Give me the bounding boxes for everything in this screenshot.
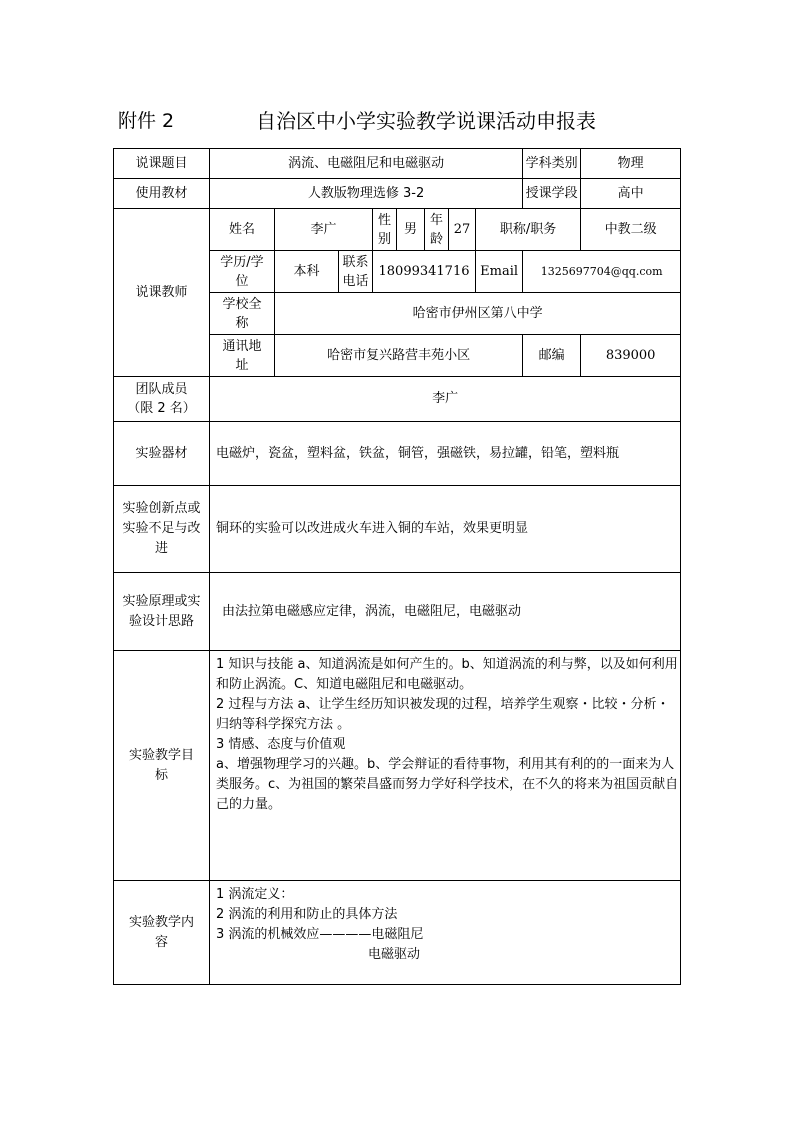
- education-label: 学历/学位: [210, 251, 275, 293]
- page-header: [0, 104, 794, 138]
- principle-value: 由法拉第电磁感应定律，涡流，电磁阻尼，电磁驱动: [210, 573, 681, 651]
- objective-line-4: a、增强物理学习的兴趣。b、学会辩证的看待事物，利用其有利的的一面来为人类服务。c、为祖国的繁荣昌盛而努力学好科学技术，在不久的将来为祖国贡献自己的力量。: [216, 757, 679, 812]
- attachment-label: 附件 2: [118, 110, 175, 132]
- teaching-stage-label: 授课学段: [523, 179, 581, 209]
- gender-value: 男: [397, 209, 425, 251]
- postcode-label: 邮编: [523, 335, 581, 377]
- address-value: 哈密市复兴路营丰苑小区: [275, 335, 523, 377]
- objective-line-3: 3 情感、态度与价值观: [216, 737, 346, 752]
- content-row: [114, 881, 681, 985]
- principle-row: [114, 573, 681, 651]
- name-value: 李广: [275, 209, 373, 251]
- content-line-2: 2 涡流的利用和防止的具体方法: [216, 907, 398, 922]
- phone-label: 联系电话: [339, 251, 373, 293]
- objective-line-2: 2 过程与方法 a、让学生经历知识被发现的过程，培养学生观察・比较・分析・ 归纳等科学探究方法 。: [216, 697, 670, 732]
- subject-category-value: 物理: [581, 149, 681, 179]
- team-label: 团队成员（限 2 名）: [114, 377, 210, 422]
- subject-category-label: 学科类别: [523, 149, 581, 179]
- topic-value: 涡流、电磁阻尼和电磁驱动: [210, 149, 523, 179]
- objectives-label: 实验教学目标: [114, 651, 210, 881]
- textbook-row: [114, 179, 681, 209]
- content-line-1: 1 涡流定义：: [216, 887, 294, 902]
- topic-row: [114, 149, 681, 179]
- objectives-row: [114, 651, 681, 881]
- content-value: [210, 881, 681, 985]
- school-value: 哈密市伊州区第八中学: [275, 293, 681, 335]
- content-line-4: 电磁驱动: [368, 947, 421, 962]
- school-label: 学校全称: [210, 293, 275, 335]
- phone-value: 18099341716: [373, 251, 476, 293]
- equipment-value: 电磁炉，瓷盆，塑料盆，铁盆，铜管，强磁铁，易拉罐，铅笔，塑料瓶: [210, 422, 681, 486]
- objective-line-1: 1 知识与技能 a、知道涡流是如何产生的。b、知道涡流的利与弊，以及如何利用和防止涡流。C、知道电磁阻尼和电磁驱动。: [216, 657, 678, 692]
- gender-label: 性别: [373, 209, 397, 251]
- postcode-value: 839000: [581, 335, 681, 377]
- innovation-value: 铜环的实验可以改进成火车进入铜的车站，效果更明显: [210, 486, 681, 573]
- team-row: [114, 377, 681, 422]
- textbook-value: 人教版物理选修 3-2: [210, 179, 523, 209]
- teacher-row-1: [114, 209, 681, 251]
- education-value: 本科: [275, 251, 339, 293]
- team-value: 李广: [210, 377, 681, 422]
- name-label: 姓名: [210, 209, 275, 251]
- address-label: 通讯地址: [210, 335, 275, 377]
- email-label: Email: [476, 251, 523, 293]
- page-title: 自治区中小学实验教学说课活动申报表: [256, 109, 596, 133]
- teaching-stage-value: 高中: [581, 179, 681, 209]
- innovation-label: 实验创新点或实验不足与改进: [114, 486, 210, 573]
- job-title-label: 职称/职务: [476, 209, 581, 251]
- age-value: 27: [449, 209, 476, 251]
- equipment-label: 实验器材: [114, 422, 210, 486]
- innovation-row: [114, 486, 681, 573]
- email-value: 1325697704@qq.com: [523, 251, 681, 293]
- objectives-value: [210, 651, 681, 881]
- content-line-3: 3 涡流的机械效应————电磁阻尼: [216, 927, 424, 942]
- application-form-table: [113, 148, 681, 985]
- equipment-row: [114, 422, 681, 486]
- textbook-label: 使用教材: [114, 179, 210, 209]
- content-label: 实验教学内容: [114, 881, 210, 985]
- age-label: 年龄: [425, 209, 449, 251]
- topic-label: 说课题目: [114, 149, 210, 179]
- principle-label: 实验原理或实验设计思路: [114, 573, 210, 651]
- teacher-label: 说课教师: [114, 209, 210, 377]
- job-title-value: 中教二级: [581, 209, 681, 251]
